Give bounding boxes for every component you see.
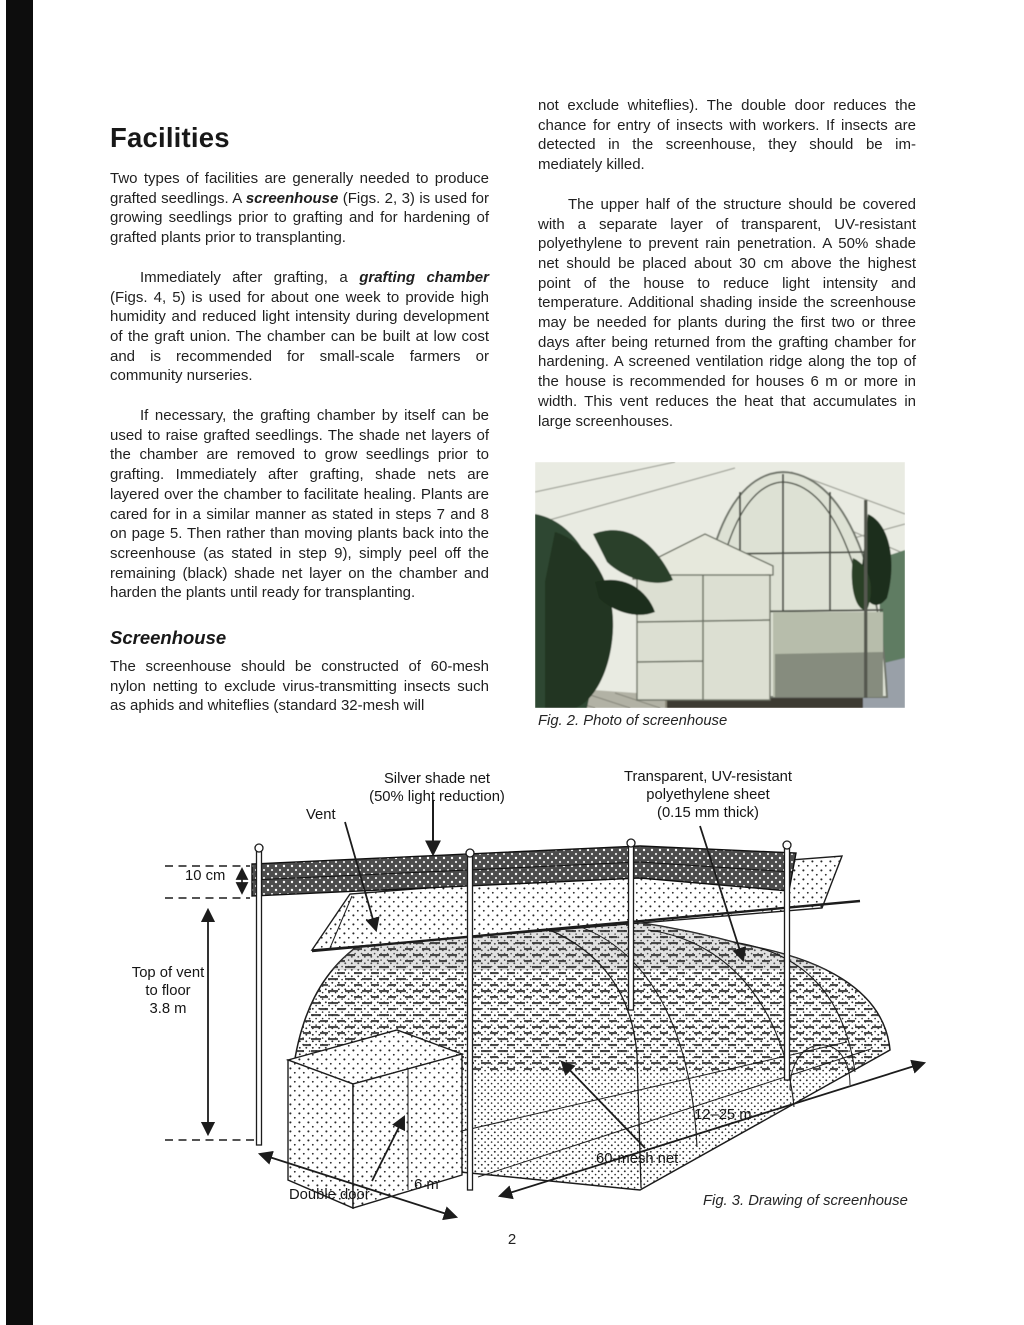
screenhouse-photo	[535, 462, 905, 708]
label-width: 6 m	[414, 1177, 439, 1193]
subsection-heading: Screenhouse	[110, 627, 227, 649]
right-column	[538, 96, 916, 451]
figure2-caption: Fig. 2. Photo of screenhouse	[538, 713, 728, 729]
label-vent-height: Top of vent to floor 3.8 m	[131, 965, 205, 1017]
label-length: 12–25 m	[694, 1107, 752, 1123]
scan-edge-artifact	[6, 0, 33, 1325]
label-polyethylene-sheet: Transparent, UV-resistant polyethylene sheet (0.15 mm thick)	[623, 769, 793, 821]
paragraph: The upper half of the structure should be covered with a separate layer of transparent, UV-resistant polyethylene to prevent rain penetration. A 50% shade net should be placed about 30 cm above the highest point of the house to reduce light intensity and temperature. Additional shading inside the screenhouse may be needed for plants during the first two or three days after being returned from the grafting chamber for hardening. A screened ventilation ridge along the top of the house is recommended for houses 6 m or more in width. This vent reduces the heat that accumulates in large screenhouses.	[538, 195, 916, 430]
label-mesh-net: 60-mesh net	[596, 1151, 679, 1167]
label-10cm: 10 cm	[185, 868, 226, 884]
paragraph: not exclude whiteflies). The double door reduces the chance for entry of insects with workers. If insects are detected in the screenhouse, they should be immediately killed.	[538, 97, 916, 174]
page-number: 2	[507, 1231, 517, 1248]
paragraph: Immediately after grafting, a grafting chamber (Figs. 4, 5) is used for about one week to provide high humidity and reduced light intensity during development of the graft union. The chamber can be built at low cost and is recommended for small-scale farmers or community nurseries.	[110, 268, 489, 385]
label-silver-shade-net: Silver shade net (50% light reduction)	[369, 771, 505, 805]
figure3-caption: Fig. 3. Drawing of screenhouse	[703, 1193, 908, 1209]
paragraph: If necessary, the grafting chamber by itself can be used to raise grafted seedlings. The shade net layers of the chamber are removed to grow seedlings prior to grafting. Immediately after grafting, shade nets are layered over the chamber to facilitate healing. Plants are cared for in a similar manner as stated in steps 7 and 8 on page 5. Then rather than moving plants back into the screenhouse (as stated in step 9), simply peel off the remaining (black) shade net layer on the chamber and harden the plants until ready for transplanting.	[110, 407, 489, 602]
left-column	[110, 122, 489, 736]
paragraph: The screenhouse should be constructed of 60-mesh nylon netting to exclude virus-transmitting insects such as aphids and whiteflies (standard 32-mesh will	[110, 658, 489, 715]
label-double-door: Double door	[289, 1187, 370, 1203]
paragraph: Two types of facilities are generally needed to produce grafted seedlings. A screenhouse (Figs. 2, 3) is used for growing seedlings prior to grafting and for hardening of grafted plants prior to transplanting.	[110, 170, 489, 247]
section-heading: Facilities	[110, 122, 230, 153]
label-vent: Vent	[306, 807, 336, 823]
